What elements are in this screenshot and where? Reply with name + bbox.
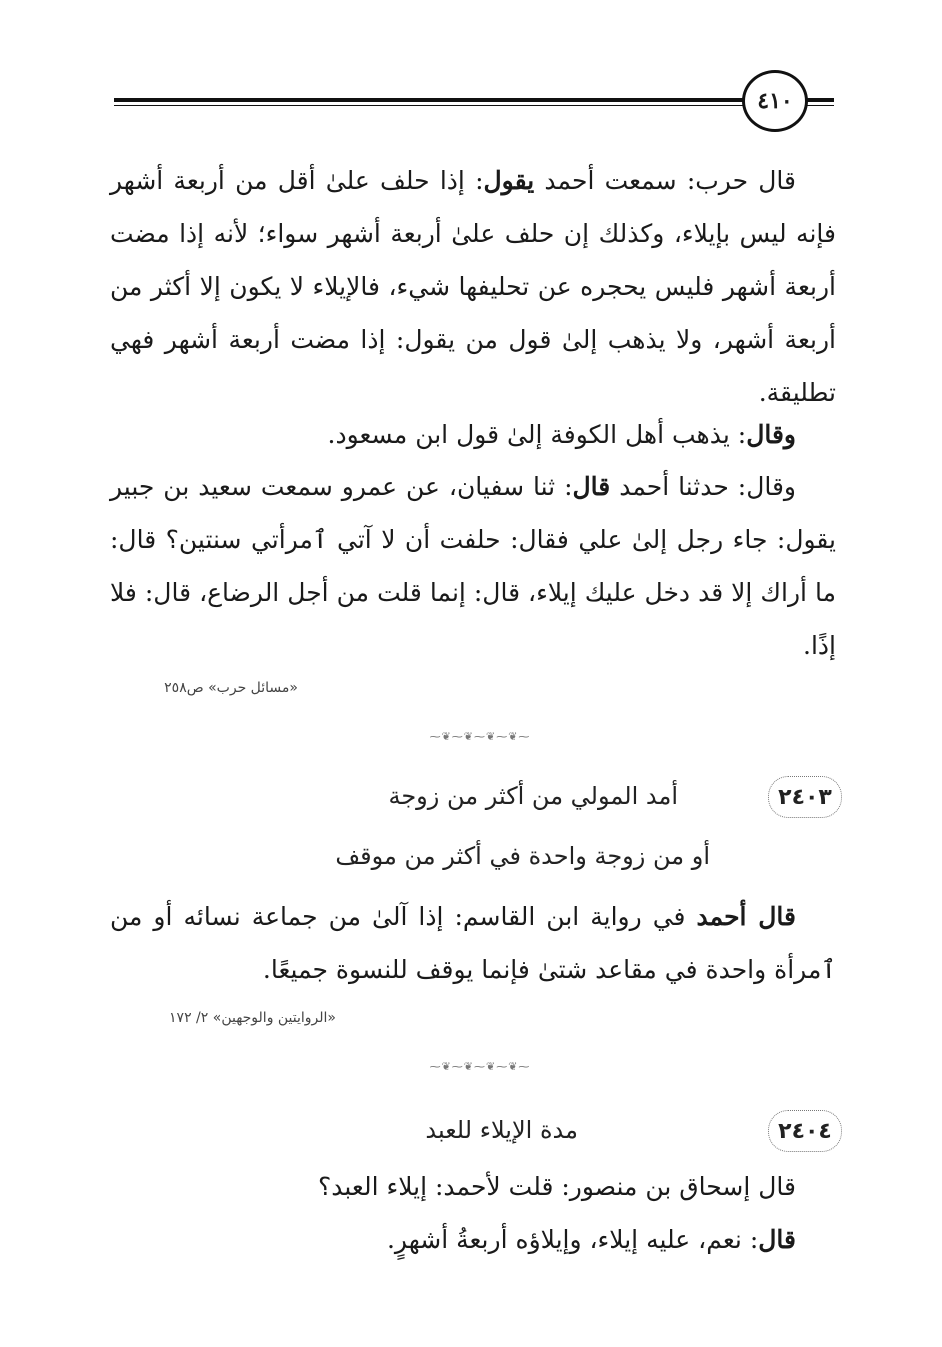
paragraph-2-bold: وقال: [746, 420, 796, 449]
paragraph-3-pre: وقال: حدثنا أحمد: [610, 472, 796, 501]
paragraph-6: [110, 1213, 836, 1266]
paragraph-3: [110, 460, 836, 672]
header-rule-thin-line: [114, 105, 834, 106]
paragraph-4: [110, 890, 836, 996]
source-citation-2: «الروايتين والوجهين» ٢/ ١٧٢: [169, 1010, 336, 1026]
paragraph-3-post: : ثنا سفيان، عن عمرو سمعت سعيد بن جبير يقول: جاء رجل إلىٰ علي فقال: حلفت أن لا آتي ٱمرأتي سنتين؟ قال: ما أراك إلا قد دخل عليك إيلاء، قال: إنما قلت من أجل الرضاع، قال: فلا إذًا.: [110, 472, 836, 660]
paragraph-2: [110, 408, 836, 461]
entry-2404-title: مدة الإيلاء للعبد: [425, 1116, 578, 1144]
paragraph-5: [110, 1160, 836, 1213]
paragraph-5-text: قال إسحاق بن منصور: قلت لأحمد: إيلاء العبد؟: [317, 1172, 796, 1201]
paragraph-2-post: : يذهب أهل الكوفة إلىٰ قول ابن مسعود.: [327, 420, 747, 449]
entry-number-2404: ٢٤٠٤: [768, 1110, 842, 1152]
page-number: ٤١٠: [742, 70, 808, 132]
paragraph-1-post: : إذا حلف علىٰ أقل من أربعة أشهر فإنه ليس بإيلاء، وكذلك إن حلف علىٰ أربعة أشهر سواء؛ لأنه إذا مضت أربعة أشهر فليس يحجره عن تحليفها شيء، فالإيلاء لا يكون إلا أكثر من أربعة أشهر، ولا يذهب إلىٰ قول من يقول: إذا مضت أربعة أشهر فهي تطليقة.: [110, 166, 836, 407]
paragraph-3-text: [110, 460, 836, 672]
paragraph-4-post: في رواية ابن القاسم: إذا آلىٰ من جماعة نسائه أو من ٱمرأة واحدة في مقاعد شتىٰ فإنما يوقف للنسوة جميعًا.: [110, 902, 836, 984]
entry-2403-title-line-2: أو من زوجة واحدة في أكثر من موقف: [335, 842, 710, 870]
header-rule: [114, 96, 834, 108]
paragraph-4-bold: قال أحمد: [696, 902, 796, 931]
paragraph-6-text: [110, 1213, 836, 1266]
paragraph-1-pre: قال حرب: سمعت أحمد: [534, 166, 796, 195]
section-divider-ornament-1: ⁓❦⁓❦⁓❦⁓❦⁓: [429, 730, 531, 742]
paragraph-1: [110, 154, 836, 419]
paragraph-1-text: [110, 154, 836, 419]
paragraph-2-text: [110, 408, 836, 461]
paragraph-3-bold: قال: [572, 472, 611, 501]
entry-number-2403: ٢٤٠٣: [768, 776, 842, 818]
paragraph-4-text: [110, 890, 836, 996]
paragraph-6-post: : نعم، عليه إيلاء، وإيلاؤه أربعةُ أشهرٍ.: [386, 1225, 759, 1254]
paragraph-1-bold: يقول: [483, 166, 535, 195]
header-rule-thick-line: [114, 98, 834, 102]
section-divider-ornament-2: ⁓❦⁓❦⁓❦⁓❦⁓: [429, 1060, 531, 1072]
source-citation-1: «مسائل حرب» ص٢٥٨: [164, 680, 298, 696]
entry-2403-title-line-1: أمد المولي من أكثر من زوجة: [388, 782, 678, 810]
paragraph-6-bold: قال: [758, 1225, 796, 1254]
